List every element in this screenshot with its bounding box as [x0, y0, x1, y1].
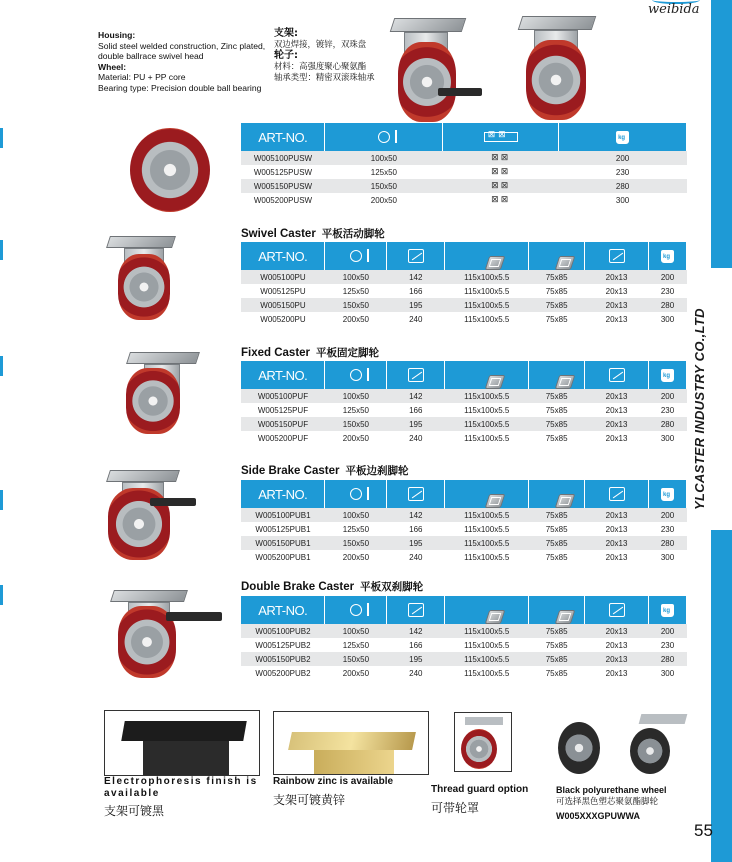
table-cell: 115x100x5.5 [445, 550, 529, 564]
table-cell: 75x85 [529, 417, 585, 431]
section-title-cn: 平板固定脚轮 [316, 347, 380, 359]
table-cell: 115x100x5.5 [445, 522, 529, 536]
table-row [241, 624, 687, 638]
wheel-diameter-icon [350, 604, 362, 616]
table-row [241, 550, 687, 564]
table-row [241, 312, 687, 326]
table-cell: 230 [649, 403, 687, 417]
table-cell: 20x13 [585, 638, 649, 652]
table-cell: 115x100x5.5 [445, 508, 529, 522]
wheel-diameter-icon [350, 250, 362, 262]
table-cell: 115x100x5.5 [445, 389, 529, 403]
table-cell: 240 [387, 312, 445, 326]
cn-housing-text: 双边焊接，镀锌，双珠盘 [274, 39, 367, 49]
load-height-header [387, 242, 445, 270]
table-cell: 75x85 [529, 508, 585, 522]
double-brake-caster-table [241, 596, 687, 680]
table-cell: W005200PU [241, 312, 325, 326]
table-row [241, 270, 687, 284]
table-cell: 300 [559, 193, 687, 207]
table-cell: 20x13 [585, 389, 649, 403]
weight-header [649, 242, 687, 270]
table-cell: W005100PUB1 [241, 508, 325, 522]
top-plate-header [445, 480, 529, 508]
table-cell: 75x85 [529, 522, 585, 536]
table-cell: 280 [649, 417, 687, 431]
table-cell: 75x85 [529, 550, 585, 564]
table-cell: 20x13 [585, 417, 649, 431]
table-cell: 20x13 [585, 666, 649, 680]
top-plate-header [445, 361, 529, 389]
option-label-black-wheel: Black polyurethane wheel [556, 785, 667, 795]
company-name: YLCASTER INDUSTRY CO.,LTD [692, 308, 707, 510]
top-plate-icon [484, 375, 505, 389]
section-title-double-brake [241, 579, 423, 594]
table-cell: 75x85 [529, 284, 585, 298]
art-no-header: ART-NO. [241, 596, 325, 624]
table-cell: 300 [649, 550, 687, 564]
table-cell: 20x13 [585, 284, 649, 298]
table-cell: 230 [649, 522, 687, 536]
bolt-hole-icon [554, 375, 575, 389]
table-cell: 115x100x5.5 [445, 666, 529, 680]
load-height-header [387, 361, 445, 389]
wheel-diameter-icon [378, 131, 390, 143]
table-cell: W005150PU [241, 298, 325, 312]
table-cell: 166 [387, 638, 445, 652]
table-cell: 195 [387, 298, 445, 312]
table-row [241, 403, 687, 417]
table-row [241, 431, 687, 445]
table-cell: 100x50 [325, 270, 387, 284]
table-cell: W005150PUF [241, 417, 325, 431]
plate-symbol-icon: ⊠⊠ [491, 195, 511, 205]
table-cell: 20x13 [585, 652, 649, 666]
table-cell: 75x85 [529, 431, 585, 445]
table-cell: 75x85 [529, 652, 585, 666]
plate-symbol-icon: ⊠⊠ [491, 167, 511, 177]
left-marker [0, 356, 3, 376]
weight-icon [661, 488, 674, 501]
wheel-diameter-icon [350, 488, 362, 500]
weight-icon [661, 250, 674, 263]
option-image-thread-guard [454, 712, 512, 772]
weight-header [649, 596, 687, 624]
load-height-header [387, 596, 445, 624]
bolt-size-icon [609, 603, 625, 617]
table-row [241, 666, 687, 680]
art-no-header: ART-NO. [241, 361, 325, 389]
cn-wheel-heading: 轮子: [274, 50, 298, 61]
top-plate-cell [443, 165, 559, 179]
table-cell: W005100PU [241, 270, 325, 284]
top-plate-header [445, 242, 529, 270]
table-cell: 230 [559, 165, 687, 179]
table-row [241, 284, 687, 298]
table-cell: 20x13 [585, 431, 649, 445]
table-cell: 115x100x5.5 [445, 417, 529, 431]
table-cell: 230 [649, 284, 687, 298]
table-cell: 200 [649, 389, 687, 403]
table-cell: 20x13 [585, 624, 649, 638]
fixed-caster-table [241, 361, 687, 445]
table-cell: 195 [387, 417, 445, 431]
table-cell: 200 [649, 270, 687, 284]
table-cell: 100x50 [325, 508, 387, 522]
weight-header [649, 361, 687, 389]
bolt-size-header [585, 361, 649, 389]
table-cell: W005150PUB1 [241, 536, 325, 550]
cn-wheel-material: 材料：高强度聚心聚氨酯 [274, 61, 367, 71]
spec-english [98, 30, 270, 93]
table-row [241, 522, 687, 536]
weight-header [649, 480, 687, 508]
weight-icon [661, 604, 674, 617]
table-cell: 200x50 [325, 431, 387, 445]
table-cell: 150x50 [325, 652, 387, 666]
table-cell: 150x50 [325, 179, 443, 193]
section-title-cn: 平板边刹脚轮 [345, 465, 409, 477]
table-cell: 20x13 [585, 536, 649, 550]
housing-heading: Housing: [98, 30, 136, 40]
table-cell: 75x85 [529, 666, 585, 680]
table-row [241, 417, 687, 431]
bolt-size-header [585, 242, 649, 270]
bolt-size-icon [609, 487, 625, 501]
table-cell: 125x50 [325, 165, 443, 179]
plate-symbol-icon: ⊠⊠ [491, 153, 511, 163]
table-cell: 200 [559, 151, 687, 165]
table-cell: 115x100x5.5 [445, 624, 529, 638]
table-row [241, 298, 687, 312]
table-cell: 240 [387, 666, 445, 680]
section-title-fixed [241, 345, 379, 360]
table-cell: 115x100x5.5 [445, 312, 529, 326]
option-image-rainbow-zinc [273, 711, 429, 775]
table-cell: 300 [649, 431, 687, 445]
wheel-material: Material: PU + PP core [98, 72, 186, 82]
table-cell: 200x50 [325, 312, 387, 326]
art-no-header: ART-NO. [241, 123, 325, 151]
table-cell: 115x100x5.5 [445, 638, 529, 652]
table-cell: 115x100x5.5 [445, 270, 529, 284]
table-cell: 200 [649, 624, 687, 638]
table-cell: W005150PUSW [241, 179, 325, 193]
load-height-icon [408, 487, 424, 501]
table-cell: W005150PUB2 [241, 652, 325, 666]
table-cell: 115x100x5.5 [445, 284, 529, 298]
section-title-text: Side Brake Caster [241, 465, 340, 477]
option-cn-black-wheel: 可选择黑色塑芯聚氨酯脚轮 [556, 797, 659, 807]
side-brake-caster-table [241, 480, 687, 564]
top-plate-header [445, 596, 529, 624]
cn-housing-heading: 支架: [274, 28, 298, 39]
table-cell: 280 [649, 536, 687, 550]
option-code-black-wheel: W005XXXGPUWWA [556, 811, 641, 821]
table-cell: 300 [649, 666, 687, 680]
table-cell: 166 [387, 284, 445, 298]
wheel-image [130, 128, 210, 212]
table-cell: 115x100x5.5 [445, 403, 529, 417]
housing-text: Solid steel welded construction, Zinc plated, double ballrace swivel head [98, 40, 266, 61]
table-cell: 20x13 [585, 522, 649, 536]
wheel-spec-table [241, 123, 687, 207]
table-cell: 115x100x5.5 [445, 298, 529, 312]
wheel-diameter-header [325, 123, 443, 151]
table-cell: 166 [387, 403, 445, 417]
top-plate-cell [443, 179, 559, 193]
wheel-diameter-header [325, 596, 387, 624]
table-cell: 20x13 [585, 403, 649, 417]
page-number: 55 [694, 821, 713, 840]
bolt-size-header [585, 480, 649, 508]
top-plate-cell [443, 193, 559, 207]
wheel-diameter-header [325, 242, 387, 270]
left-marker [0, 240, 3, 260]
top-plate-icon [484, 256, 505, 270]
section-title-side-brake [241, 463, 408, 478]
bolt-hole-header [529, 242, 585, 270]
load-height-icon [408, 603, 424, 617]
art-no-header: ART-NO. [241, 242, 325, 270]
top-plate-icon [484, 132, 518, 142]
weight-icon [661, 369, 674, 382]
table-cell: 230 [649, 638, 687, 652]
table-cell: 125x50 [325, 284, 387, 298]
section-title-swivel [241, 226, 385, 241]
table-cell: 75x85 [529, 536, 585, 550]
table-cell: 20x13 [585, 270, 649, 284]
wheel-diameter-header [325, 480, 387, 508]
table-cell: W005200PUSW [241, 193, 325, 207]
table-row [241, 652, 687, 666]
top-plate-icon [484, 610, 505, 624]
table-cell: 115x100x5.5 [445, 652, 529, 666]
bolt-size-icon [609, 249, 625, 263]
table-cell: 125x50 [325, 403, 387, 417]
weight-header [559, 123, 687, 151]
bolt-size-icon [609, 368, 625, 382]
table-cell: W005100PUF [241, 389, 325, 403]
bolt-hole-header [529, 480, 585, 508]
table-cell: 75x85 [529, 638, 585, 652]
table-cell: 75x85 [529, 270, 585, 284]
option-cn-rainbow-zinc: 支架可镀黄锌 [273, 793, 346, 807]
table-cell: 240 [387, 431, 445, 445]
top-plate-cell [443, 151, 559, 165]
bolt-hole-icon [554, 256, 575, 270]
table-cell: W005200PUB1 [241, 550, 325, 564]
table-cell: 125x50 [325, 522, 387, 536]
table-cell: 200 [649, 508, 687, 522]
table-cell: 300 [649, 312, 687, 326]
table-cell: W005125PU [241, 284, 325, 298]
weight-icon [616, 131, 629, 144]
load-height-header [387, 480, 445, 508]
table-cell: W005200PUB2 [241, 666, 325, 680]
cn-wheel-bearing: 轴承类型：精密双滚珠轴承 [274, 72, 375, 82]
table-cell: 150x50 [325, 536, 387, 550]
table-cell: 100x50 [325, 151, 443, 165]
table-cell: 150x50 [325, 298, 387, 312]
table-row [241, 179, 687, 193]
table-cell: 100x50 [325, 624, 387, 638]
table-cell: 240 [387, 550, 445, 564]
table-cell: 75x85 [529, 624, 585, 638]
bolt-hole-header [529, 596, 585, 624]
table-cell: W005200PUF [241, 431, 325, 445]
table-row [241, 151, 687, 165]
table-cell: 20x13 [585, 508, 649, 522]
section-title-cn: 平板活动脚轮 [321, 228, 385, 240]
plate-symbol-icon: ⊠⊠ [491, 181, 511, 191]
wheel-bearing: Bearing type: Precision double ball bearing [98, 82, 262, 93]
table-cell: 142 [387, 270, 445, 284]
left-marker [0, 585, 3, 605]
table-cell: 280 [559, 179, 687, 193]
option-label-electrophoresis: Electrophoresis finish is available [104, 776, 258, 799]
table-cell: W005125PUB1 [241, 522, 325, 536]
left-marker [0, 490, 3, 510]
side-band-gap [711, 268, 732, 530]
table-cell: 200x50 [325, 193, 443, 207]
wheel-diameter-icon [350, 369, 362, 381]
art-no-header: ART-NO. [241, 480, 325, 508]
wheel-diameter-header [325, 361, 387, 389]
table-cell: 75x85 [529, 298, 585, 312]
option-cn-electrophoresis: 支架可镀黑 [104, 804, 165, 818]
table-cell: W005125PUF [241, 403, 325, 417]
table-cell: W005100PUB2 [241, 624, 325, 638]
table-cell: 75x85 [529, 389, 585, 403]
spec-chinese [274, 28, 394, 83]
table-cell: 20x13 [585, 312, 649, 326]
table-row [241, 536, 687, 550]
table-row [241, 638, 687, 652]
bolt-hole-icon [554, 610, 575, 624]
table-row [241, 508, 687, 522]
section-title-text: Double Brake Caster [241, 581, 355, 593]
left-marker [0, 128, 3, 148]
wheel-heading: Wheel: [98, 61, 127, 72]
table-cell: 200x50 [325, 550, 387, 564]
option-label-rainbow-zinc: Rainbow zinc is available [273, 776, 394, 787]
table-row [241, 165, 687, 179]
table-cell: 115x100x5.5 [445, 536, 529, 550]
table-cell: 200x50 [325, 666, 387, 680]
bolt-hole-header [529, 361, 585, 389]
table-cell: 142 [387, 624, 445, 638]
table-cell: 142 [387, 508, 445, 522]
table-cell: W005100PUSW [241, 151, 325, 165]
bolt-hole-icon [554, 494, 575, 508]
option-cn-thread-guard: 可带轮罩 [431, 801, 480, 815]
top-plate-header [443, 123, 559, 151]
option-label-thread-guard: Thread guard option [431, 784, 529, 795]
table-cell: 20x13 [585, 550, 649, 564]
table-row [241, 193, 687, 207]
table-cell: 75x85 [529, 403, 585, 417]
top-plate-icon [484, 494, 505, 508]
section-title-text: Swivel Caster [241, 228, 316, 240]
table-cell: 195 [387, 536, 445, 550]
table-cell: 142 [387, 389, 445, 403]
table-row [241, 389, 687, 403]
table-cell: 115x100x5.5 [445, 431, 529, 445]
section-title-text: Fixed Caster [241, 347, 311, 359]
table-cell: 100x50 [325, 389, 387, 403]
table-cell: 20x13 [585, 298, 649, 312]
bolt-size-header [585, 596, 649, 624]
table-cell: 166 [387, 522, 445, 536]
brand-logo: weibida [648, 2, 700, 17]
load-height-icon [408, 249, 424, 263]
swivel-caster-table [241, 242, 687, 326]
load-height-icon [408, 368, 424, 382]
table-cell: W005125PUB2 [241, 638, 325, 652]
option-image-electrophoresis [104, 710, 260, 776]
table-cell: 150x50 [325, 417, 387, 431]
table-cell: 280 [649, 652, 687, 666]
table-cell: 75x85 [529, 312, 585, 326]
table-cell: W005125PUSW [241, 165, 325, 179]
table-cell: 125x50 [325, 638, 387, 652]
table-cell: 280 [649, 298, 687, 312]
section-title-cn: 平板双刹脚轮 [360, 581, 424, 593]
table-cell: 195 [387, 652, 445, 666]
